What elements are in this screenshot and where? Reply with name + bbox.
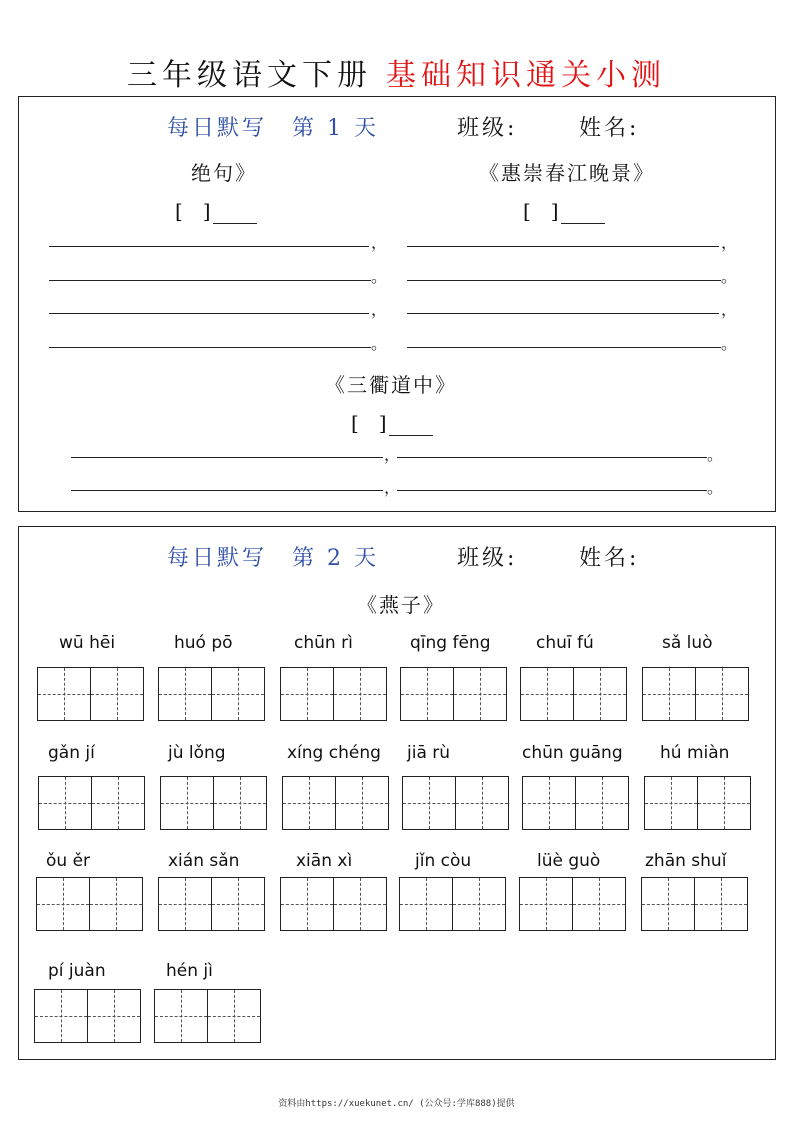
poem-title-right: 《惠崇春江晚景》 [479,161,655,185]
title-highlight: 基础知识通关小测 [386,58,666,93]
answer-line[interactable] [71,490,383,491]
character-cell[interactable] [89,878,142,930]
character-cell[interactable] [155,990,207,1042]
pinyin-label: jù lǒng [168,743,226,763]
writing-grid[interactable] [399,877,506,931]
day1-label: 每日默写 第 1 天 [167,116,379,141]
author-blank[interactable] [213,205,257,224]
author-bracket-text: [ ] [523,199,559,223]
pinyin-label: xián sǎn [168,851,240,871]
pinyin-label: xíng chéng [287,743,381,763]
period-mark: 。 [371,334,388,353]
pinyin-label: chūn rì [294,633,353,653]
writing-grid[interactable] [158,667,265,721]
writing-grid[interactable] [641,877,748,931]
writing-grid[interactable] [154,989,261,1043]
pinyin-label: gǎn jí [48,743,95,763]
writing-grid[interactable] [642,667,749,721]
character-cell[interactable] [697,777,750,829]
character-cell[interactable] [159,668,211,720]
day1-panel [18,96,776,512]
character-cell[interactable] [39,777,91,829]
writing-grid[interactable] [34,989,141,1043]
author-blank[interactable] [389,417,433,436]
character-cell[interactable] [572,878,625,930]
writing-grid[interactable] [37,667,144,721]
answer-line[interactable] [397,490,707,491]
writing-grid[interactable] [400,667,507,721]
period-mark: 。 [707,445,724,464]
author-bracket-left [175,195,257,224]
writing-grid[interactable] [402,776,509,830]
pinyin-label: zhān shuǐ [645,851,727,871]
answer-line[interactable] [49,347,371,348]
answer-line[interactable] [49,246,369,247]
pinyin-label: chuī fú [536,633,594,653]
period-mark: 。 [707,478,724,497]
writing-grid[interactable] [280,877,387,931]
author-bracket-right [523,195,605,224]
character-cell[interactable] [281,668,333,720]
character-cell[interactable] [90,668,143,720]
character-cell[interactable] [38,668,90,720]
character-cell[interactable] [694,878,747,930]
pinyin-label: lüè guò [537,851,601,871]
character-cell[interactable] [333,878,386,930]
writing-grid[interactable] [36,877,143,931]
character-cell[interactable] [523,777,575,829]
answer-line[interactable] [407,280,721,281]
writing-grid[interactable] [38,776,145,830]
author-blank[interactable] [561,205,605,224]
answer-line[interactable] [407,313,719,314]
character-cell[interactable] [91,777,144,829]
author-bracket-bottom [351,407,433,436]
character-cell[interactable] [575,777,628,829]
answer-line[interactable] [71,457,383,458]
answer-line[interactable] [407,347,721,348]
title-main: 三年级语文下册 [127,58,372,93]
pinyin-label: wū hēi [59,633,116,653]
footer-credit: 资料由https://xuekunet.cn/ (公众号:学库888)提供 [278,1099,515,1109]
period-mark: 。 [721,267,738,286]
writing-grid[interactable] [644,776,751,830]
period-mark: 。 [371,267,388,286]
writing-grid[interactable] [282,776,389,830]
comma-mark: ， [371,300,388,319]
pinyin-label: chūn guāng [522,743,623,763]
character-cell[interactable] [645,777,697,829]
character-cell[interactable] [333,668,386,720]
day2-panel [18,526,776,1060]
writing-grid[interactable] [519,877,626,931]
character-cell[interactable] [281,878,333,930]
pinyin-label: qīng fēng [410,633,491,653]
character-cell[interactable] [452,878,505,930]
author-bracket-text: [ ] [175,199,211,223]
pinyin-label: hén jì [166,961,213,981]
character-cell[interactable] [455,777,508,829]
comma-mark: ， [384,478,401,497]
character-cell[interactable] [403,777,455,829]
pinyin-label: jiā rù [407,743,451,763]
character-cell[interactable] [283,777,335,829]
character-cell[interactable] [211,878,264,930]
character-cell[interactable] [642,878,694,930]
writing-grid[interactable] [280,667,387,721]
pinyin-label: ǒu ěr [46,851,91,871]
character-cell[interactable] [211,668,264,720]
poem-title-bottom: 《三衢道中》 [325,373,457,397]
comma-mark: ， [371,233,388,252]
day2-label: 每日默写 第 2 天 [167,546,379,571]
character-cell[interactable] [400,878,452,930]
character-cell[interactable] [161,777,213,829]
comma-mark: ， [721,300,738,319]
writing-grid[interactable] [158,877,265,931]
class-label: 班级: [457,546,518,571]
character-cell[interactable] [520,878,572,930]
character-cell[interactable] [573,668,626,720]
pinyin-label: xiān xì [296,851,353,871]
writing-grid[interactable] [522,776,629,830]
page-title [0,50,793,94]
pinyin-label: jǐn còu [415,851,472,871]
period-mark: 。 [721,334,738,353]
class-label: 班级: [457,116,518,141]
comma-mark: ， [384,445,401,464]
character-cell[interactable] [213,777,266,829]
character-cell[interactable] [159,878,211,930]
character-cell[interactable] [521,668,573,720]
character-cell[interactable] [643,668,695,720]
character-cell[interactable] [35,990,87,1042]
answer-line[interactable] [407,246,719,247]
writing-grid[interactable] [520,667,627,721]
pinyin-label: hú miàn [660,743,730,763]
writing-grid[interactable] [160,776,267,830]
day1-header [19,111,775,145]
character-cell[interactable] [695,668,748,720]
character-cell[interactable] [207,990,260,1042]
name-label: 姓名: [579,116,640,141]
day2-header [19,541,775,575]
comma-mark: ， [721,233,738,252]
pinyin-label: pí juàn [48,961,106,981]
character-cell[interactable] [37,878,89,930]
character-cell[interactable] [87,990,140,1042]
answer-line[interactable] [397,457,707,458]
author-bracket-text: [ ] [351,411,387,435]
character-cell[interactable] [335,777,388,829]
pinyin-label: sǎ luò [662,633,713,653]
answer-line[interactable] [49,313,369,314]
name-label: 姓名: [579,546,640,571]
poem-title: 《燕子》 [357,593,445,617]
character-cell[interactable] [401,668,453,720]
pinyin-label: huó pō [174,633,233,653]
character-cell[interactable] [453,668,506,720]
poem-title-left: 绝句》 [191,161,257,185]
answer-line[interactable] [49,280,371,281]
